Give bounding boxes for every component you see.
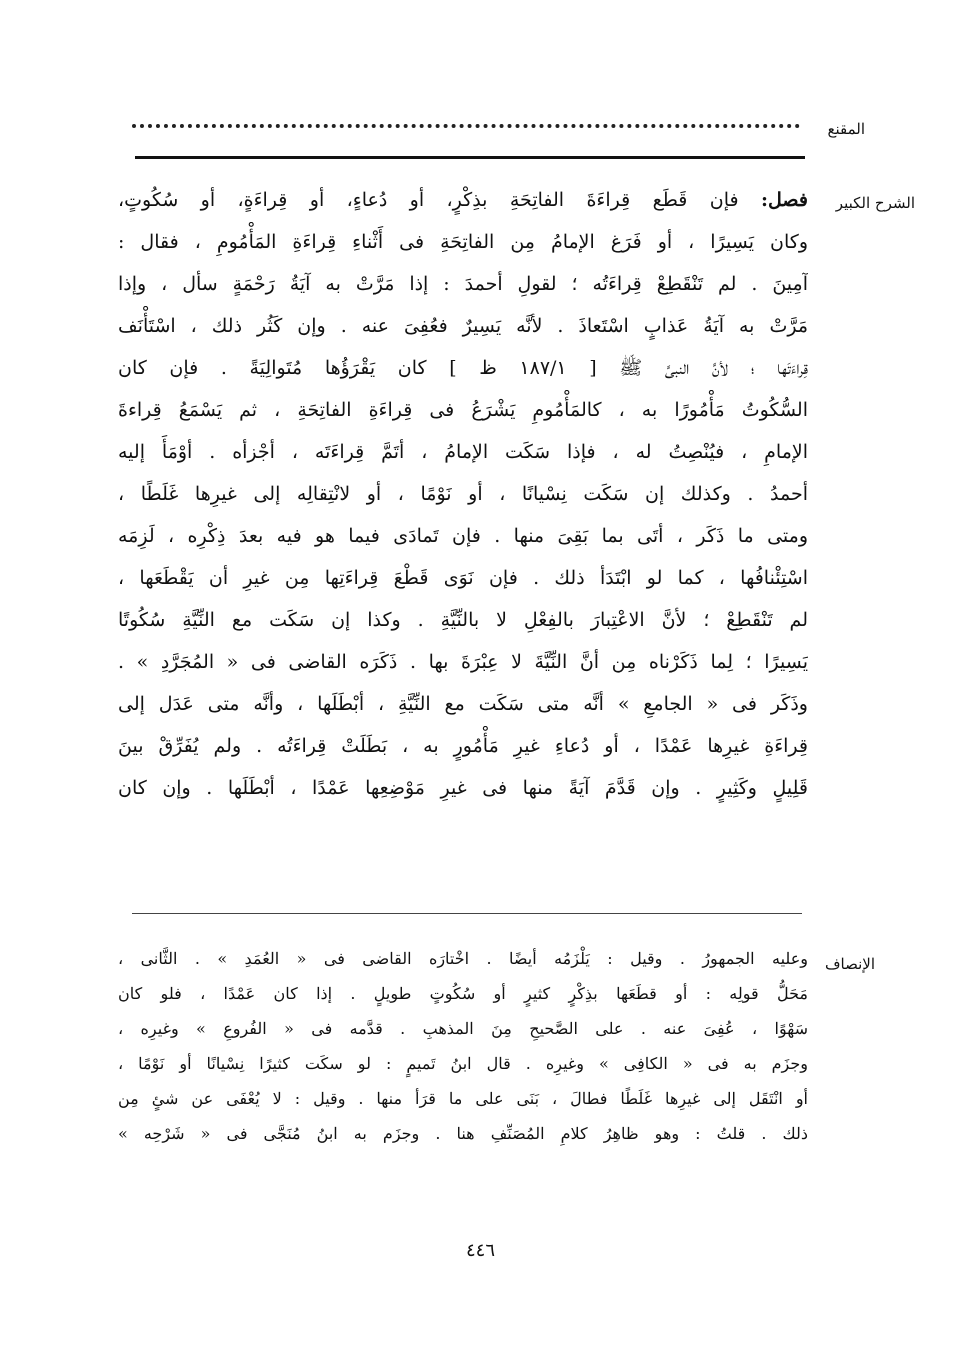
footnote-separator xyxy=(132,913,802,914)
main-text-line: وذَكَر فى « الجامعِ » أنَّه متى سَكَت مع النِّيَّةِ ، أبْطَلَها ، وأنَّه متى عَدَل إلى xyxy=(118,693,808,715)
footnote-line: أو انْتَقَل إلى غيرِها غَلَطًا فطالَ ، بَنَى على ما قرَأ منها . وقيل : لا يُعْفَى عن شئٍ مِن xyxy=(118,1089,808,1108)
page-number: ٤٤٦ xyxy=(465,1240,495,1261)
footnote-line: سَهْوًا ، عُفِىَ عنه . على الصَّحيحِ مِنَ المذهبِ . قدَّمه فى « الفُروعِ » وغيرِه ، xyxy=(118,1019,808,1038)
main-text-line: أحمدُ . وكذلك إن سَكَت نِسْيانًا ، أو نَوْمًا ، أو لانْتِقالِه إلى غيرِها غَلَطًا ، xyxy=(118,483,808,505)
main-text-line: لم تَنْقَطِعْ ؛ لأنَّ الاعْتِبارَ بالفِعْلِ لا بالنِّيَّةِ . وكذا إن سَكَت مع النِّيَّةِ سُكُوتًا xyxy=(118,609,808,631)
footnote-line: مَحَلُّ قولِه : أو قطَعَها بذِكْرٍ كثيرٍ أو سُكُوتٍ طويلٍ . إذا كان عَمْدًا ، فلو كان xyxy=(118,984,808,1003)
footnote-line: وجزَم به فى « الكافِى » وغيرِه . قال ابنُ تَميمٍ : لو سكَت كثيرًا نِسْيانًا أو نَوْمًا ، xyxy=(118,1054,808,1073)
main-text-line: الإمامِ ، فيُنْصِتُ له ، فإذا سَكَت الإمامُ ، أتَمَّ قِراءَتَه ، أجْزأه . أوْمَأَ إليه xyxy=(118,441,808,463)
section-heading: فصل: xyxy=(761,189,808,211)
main-text-line: ومتى ما ذَكَر ، أتَى بما بَقِىَ منها . فإن تَمادَى فيما هو فيه بعدَ ذِكْرِه ، لَزِمَه xyxy=(118,525,808,547)
main-text-line: قِراءَةِ غيرِها عَمْدًا ، أو دُعاءِ غيرِ مَأْمُورٍ به ، بَطَلَتْ قِراءَتُه . ولم يُفَرِّقْ بينَ xyxy=(118,735,808,757)
commentary-title-label: الشرح الكبير xyxy=(835,194,915,212)
header-dotted-line xyxy=(132,124,800,128)
main-text-line-1 xyxy=(118,180,808,220)
main-text-line-1-rest: فإن قَطَع قِراءَةَ الفاتِحَةِ بذِكْرٍ، أو دُعاءٍ، أو قِراءَةٍ، أو سُكُوتٍ، xyxy=(118,189,739,211)
main-text-line: آمِينَ . لم تَنْقَطِعْ قِراءَتُه ؛ لقولِ أحمدَ : إذا مَرَّتْ به آيَةُ رَحْمَةٍ سأل ، وإذا xyxy=(118,273,808,295)
insaf-label: الإنصاف xyxy=(824,955,875,973)
main-text-line: يَسِيرًا ؛ لِما ذَكَرْناه مِن أنَّ النِّيَّةَ لا عِبْرَةَ بها . ذَكَرَه القاضى فى « المُجَرَّدِ » . xyxy=(118,651,808,673)
main-text-line: قِراءَتَها ؛ لأنَّ النبىَّ ﷺ [ ١٨٧/١ ظ ] كان يَقْرَؤُها مُتَوالِيَةً . فإن كان xyxy=(118,357,808,379)
footnote-line: ذلك . قلتُ : وهو ظاهِرُ كلامِ المُصَنِّفِ هنا . وجزَم به ابنُ مُنَجَّى فى « شَرْحِه » xyxy=(118,1124,808,1143)
main-text-line: السُّكُوتُ مَأْمُورًا به ، كالمَأْمُومِ يَشْرَعُ فى قِراءَةِ الفاتِحَةِ ، ثم يَسْمَعُ قِراءةَ xyxy=(118,399,808,421)
header-rule xyxy=(135,156,805,159)
main-text-line: مَرَّتْ به آيَةُ عَذابٍ اسْتَعاذَ . لأنَّه يَسِيرٌ فعُفِىَ عنه . وإن كَثُر ذلك ، اسْتَأْنَف xyxy=(118,315,808,337)
footnote-line: وعليه الجمهورُ . وقيل : يَلْزَمُه أيضًا . اخْتارَه القاضى فى « العُمَدِ » . الثَّانى ، xyxy=(118,949,808,968)
main-text-line: اسْتِئْنافُها ، كما لو ابْتَدَأ ذلك . فإن نَوَى قَطْعَ قِراءَتِها مِن غيرِ أن يَقْطَعَها ، xyxy=(118,567,808,589)
book-title-label: المقنع xyxy=(827,120,865,138)
main-text-line: قَلِيلٍ وكَثِيرٍ . وإن قَدَّمَ آيَةً منها فى غيرِ مَوْضِعِها عَمْدًا ، أبْطَلَها . وإن كان xyxy=(118,777,808,799)
main-text-line: وكان يَسِيرًا ، أو فَرَغ الإمامُ مِن الفاتِحَةِ فى أَثْناءِ قِراءَةِ المَأْمُومِ ، فقال : xyxy=(118,231,808,253)
